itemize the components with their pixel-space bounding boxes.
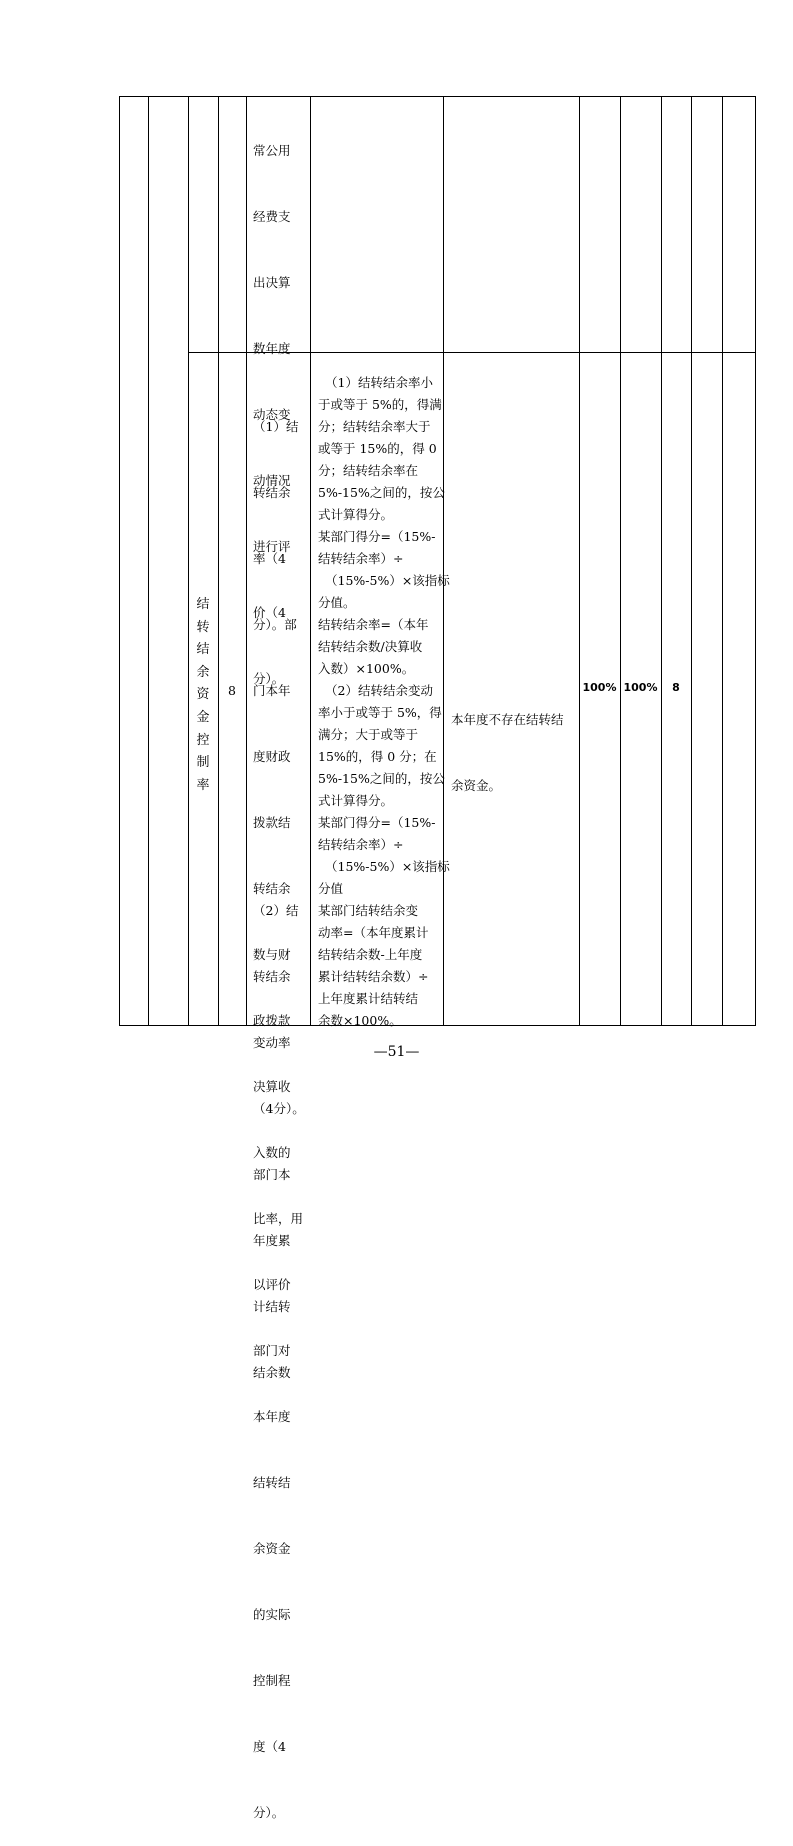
indicator-name-char: 余: [196, 664, 210, 680]
column-divider-5: [310, 96, 311, 1026]
criteria-line: 率（4: [253, 551, 286, 566]
table-left-border: [119, 96, 120, 1026]
criteria-line: 拨款结: [253, 815, 291, 830]
score-value: 8: [672, 681, 680, 694]
scoring-line: 率小于或等于 5%，得: [318, 705, 442, 720]
scoring-line: 满分；大于或等于: [318, 727, 419, 742]
criteria-line: 比率，用: [253, 1211, 304, 1226]
indicator-name-char: 制: [196, 755, 210, 771]
row1-criteria-line: 进行评: [253, 539, 291, 554]
scoring-line: 某部门结转结余变: [318, 903, 419, 918]
indicator-name-char: 资: [196, 687, 210, 703]
indicator-name-char: 结: [196, 642, 210, 658]
scoring-line: 式计算得分。: [318, 793, 394, 808]
row1-criteria-line: 出决算: [253, 275, 291, 290]
indicator-name-char: 结: [196, 597, 210, 612]
criteria-line: 转结余: [253, 485, 291, 500]
scoring-line: 分值。: [318, 595, 356, 610]
criteria-line: 控制程: [253, 1673, 291, 1688]
scoring-line: 结转结余数-上年度: [318, 947, 423, 962]
criteria-line: 决算收: [253, 1079, 291, 1094]
scoring-line: （15%-5%）×该指标: [325, 573, 450, 588]
scoring-line: 结转结余率=（本年: [318, 617, 429, 632]
criteria-line: 部门对: [253, 1343, 291, 1358]
scoring-line: （15%-5%）×该指标: [325, 859, 450, 874]
row1-criteria-line: 经费支: [253, 209, 291, 224]
actual-value: 100%: [623, 681, 658, 694]
scoring-line: 上年度累计结转结: [318, 991, 419, 1006]
row1-criteria-line: 分）。: [253, 671, 285, 686]
evaluation-line: 本年度不存在结转结: [451, 712, 564, 727]
scoring-line: 累计结转结余数）÷: [318, 969, 429, 984]
criteria-line: 年度累: [253, 1233, 291, 1248]
indicator-name-char: 转: [196, 619, 210, 635]
criteria-line: 政拨款: [253, 1013, 291, 1028]
evaluation-line: 余资金。: [451, 778, 502, 793]
criteria-line: （4分）。: [253, 1101, 305, 1116]
scoring-line: 式计算得分。: [318, 507, 394, 522]
indicator-name-char: 金: [196, 709, 210, 725]
criteria-line: 的实际: [253, 1607, 291, 1622]
indicator-name-char: 控: [196, 732, 210, 748]
criteria-line: 变动率: [253, 1035, 291, 1050]
criteria-line: 转结余: [253, 969, 291, 984]
scoring-line: 分；结转结余率大于: [318, 419, 431, 434]
scoring-line: 结转结余数/决算收: [318, 639, 423, 654]
scoring-line: 某部门得分=（15%-: [318, 815, 436, 830]
scoring-line: （2）结转结余变动: [325, 683, 433, 698]
row1-criteria-line: 动态变: [253, 407, 291, 422]
scoring-line: 5%-15%之间的，按公: [318, 485, 445, 500]
row1-criteria-line: 数年度: [253, 341, 291, 356]
scoring-line: 动率=（本年度累计: [318, 925, 429, 940]
criteria-line: 门本年: [253, 683, 291, 698]
target-value: 100%: [582, 681, 617, 694]
scoring-line: 15%的，得 0 分；在: [318, 749, 437, 764]
column-divider-2: [188, 96, 189, 1026]
column-divider-7: [579, 96, 580, 1026]
scoring-line: （1）结转结余率小: [325, 375, 433, 390]
scoring-line: 入数）×100%。: [318, 661, 415, 676]
criteria-part2: [253, 856, 305, 1406]
scoring-line: 余数×100%。: [318, 1013, 402, 1028]
scoring-line: 5%-15%之间的，按公: [318, 771, 445, 786]
criteria-line: 结余数: [253, 1365, 291, 1380]
criteria-line: 数与财: [253, 947, 291, 962]
column-divider-1: [148, 96, 149, 1026]
column-divider-9: [661, 96, 662, 1026]
column-divider-8: [620, 96, 621, 1026]
criteria-line: 转结余: [253, 881, 291, 896]
criteria-line: 本年度: [253, 1409, 291, 1424]
criteria-line: 以评价: [253, 1277, 291, 1292]
scoring-line: 结转结余率）÷: [318, 551, 404, 566]
row1-criteria-line: 动情况: [253, 473, 291, 488]
table-right-border: [755, 96, 756, 1026]
criteria-line: 结转结: [253, 1475, 291, 1490]
scoring-method: [318, 372, 450, 1032]
indicator-name-vertical: [193, 594, 213, 797]
scoring-line: 分值: [318, 881, 344, 896]
criteria-line: 分）。部: [253, 617, 297, 632]
scoring-line: 某部门得分=（15%-: [318, 529, 436, 544]
scoring-line: 或等于 15%的，得 0: [318, 441, 437, 456]
evaluation-text: [451, 665, 564, 819]
scoring-line: 于或等于 5%的，得满: [318, 397, 442, 412]
criteria-line: 余资金: [253, 1541, 291, 1556]
row1-criteria-line: 价（4: [253, 605, 286, 620]
scoring-line: 结转结余率）÷: [318, 837, 404, 852]
criteria-line: 入数的: [253, 1145, 291, 1160]
criteria-line: 度（4: [253, 1739, 286, 1754]
criteria-line: （1）结: [253, 419, 299, 434]
row1-criteria-line: 常公用: [253, 143, 291, 158]
criteria-line: 度财政: [253, 749, 291, 764]
criteria-line: 计结转: [253, 1299, 291, 1314]
criteria-line: 分）。: [253, 1805, 285, 1820]
column-divider-3: [218, 96, 219, 1026]
column-divider-10: [691, 96, 692, 1026]
table-top-border: [119, 96, 756, 97]
indicator-weight: 8: [228, 683, 236, 698]
scoring-line: 分；结转结余率在: [318, 463, 419, 478]
column-divider-11: [722, 96, 723, 1026]
column-divider-4: [246, 96, 247, 1026]
page-number: —51—: [373, 1044, 420, 1060]
indicator-name-char: 率: [196, 777, 210, 793]
criteria-line: （2）结: [253, 903, 299, 918]
criteria-line: 部门本: [253, 1167, 291, 1182]
